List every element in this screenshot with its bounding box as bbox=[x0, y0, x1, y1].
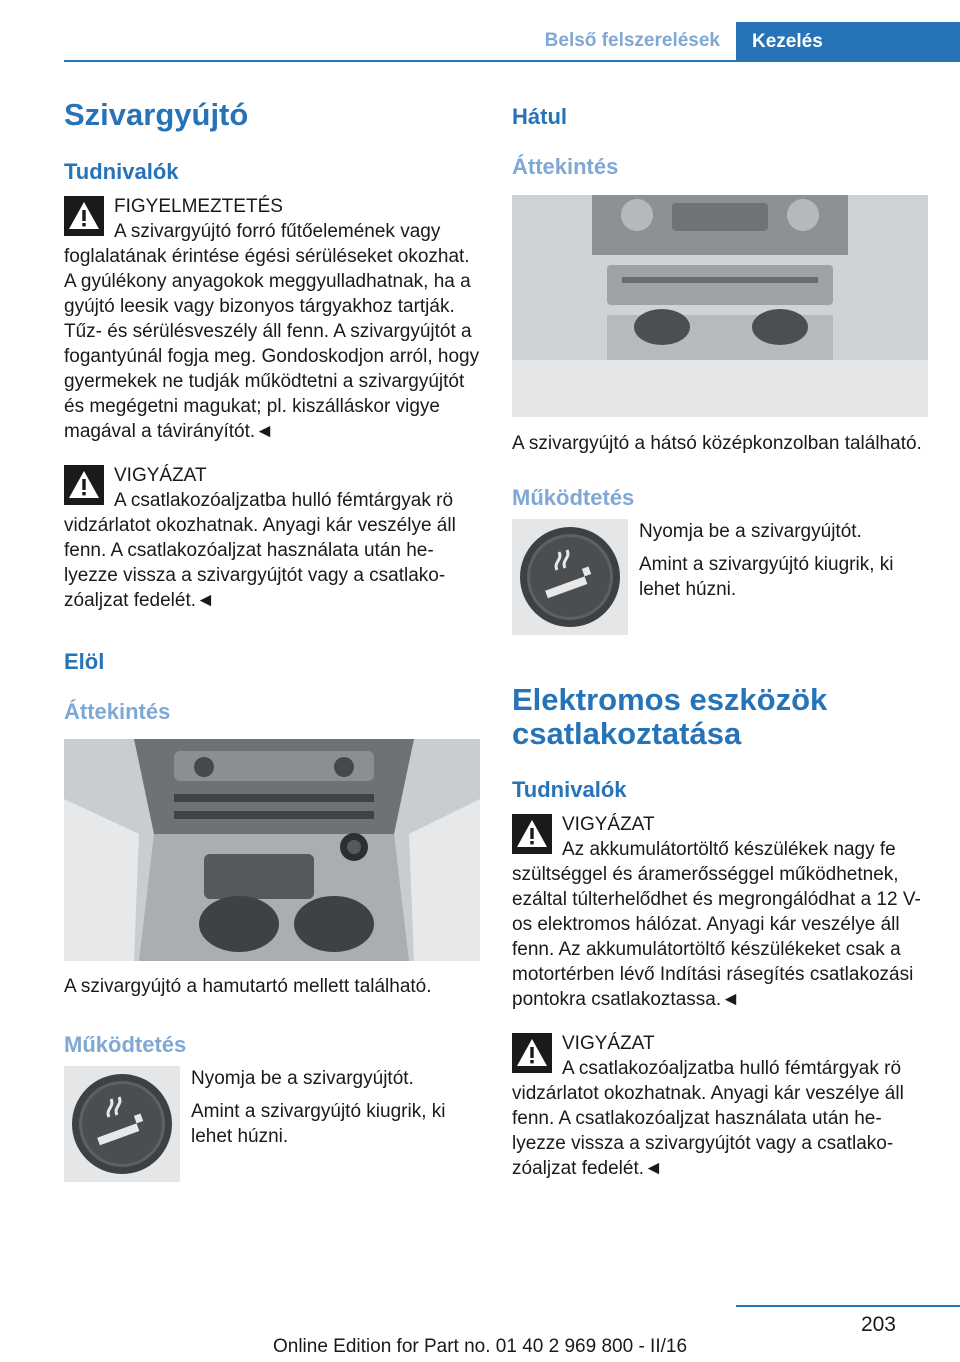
page-title: Szivargyújtó bbox=[64, 97, 249, 132]
cigarette-lighter-icon bbox=[512, 519, 628, 635]
rear-operation-step-press: Nyomja be a szivargyújtót. bbox=[639, 521, 862, 542]
caution-block bbox=[64, 463, 480, 613]
warning-triangle-icon bbox=[512, 1033, 552, 1073]
cigarette-lighter-icon bbox=[64, 1066, 180, 1182]
electric-caution-first-line: Az akkumulátortöltő készülékek nagy fe bbox=[562, 839, 896, 860]
rear-overview-heading: Áttekintés bbox=[512, 154, 619, 179]
edition-footer: Online Edition for Part no. 01 40 2 969 800 - II/16 bbox=[272, 1336, 688, 1357]
rear-operation-text bbox=[628, 519, 928, 635]
operation-row bbox=[64, 1066, 480, 1182]
operation-heading: Működtetés bbox=[64, 1032, 187, 1057]
warning-title: FIGYELMEZTETÉS bbox=[114, 196, 283, 217]
right-column bbox=[512, 104, 928, 1181]
rear-photo-caption: A szivargyújtó a hátsó középkonzolban található. bbox=[512, 433, 922, 454]
caution-text: vidzárlatot okozhatnak. Anyagi kár veszélye áll fenn. A csatlakozóaljzat használata után helyezze vissza a szivargyújtót vagy a csatlakozóaljzat fedelét.◄ bbox=[64, 515, 456, 611]
rear-console-photo bbox=[512, 195, 928, 417]
warning-triangle-icon bbox=[512, 814, 552, 854]
front-photo-caption: A szivargyújtó a hamutartó mellett található. bbox=[64, 976, 432, 997]
rear-operation-heading: Működtetés bbox=[512, 485, 635, 510]
warning-block bbox=[64, 194, 480, 444]
rear-operation-step-pull: Amint a szivargyújtó kiugrik, ki lehet húzni. bbox=[639, 554, 894, 600]
warning-first-line: A szivargyújtó forró fűtőelemének vagy bbox=[114, 221, 441, 242]
electric-notes-heading: Tudnivalók bbox=[512, 777, 627, 802]
warning-triangle-icon bbox=[64, 465, 104, 505]
warning-text: foglalatának érintése égési sérüléseket okozhat. A gyúlékony anyagokok meggyulladhatnak, ha a gyújtó leesik vagy bizonyos tárgyakhoz tartják. Tűz- és sérülésveszély áll fenn. A szivargyújtót a fogantyúnál fogja meg. Gondoskodjon arról, hogy gyermekek ne tudják működtetni a szivargyújtót és megégetni magukat; pl. kiszálláskor vigye magával a távirányítót.◄ bbox=[64, 246, 480, 442]
rear-operation-row bbox=[512, 519, 928, 635]
caution-title: VIGYÁZAT bbox=[114, 465, 207, 486]
operation-step-pull: Amint a szivargyújtó kiugrik, ki lehet húzni. bbox=[191, 1101, 446, 1147]
operation-step-press: Nyomja be a szivargyújtót. bbox=[191, 1068, 414, 1089]
header-rule bbox=[64, 60, 960, 62]
operation-text bbox=[180, 1066, 480, 1182]
notes-heading: Tudnivalók bbox=[64, 159, 179, 184]
electric-caution-block bbox=[512, 812, 928, 1012]
caution-first-line: A csatlakozóaljzatba hulló fémtárgyak rö bbox=[114, 490, 454, 511]
footer-rule bbox=[736, 1305, 960, 1307]
section-title: Elektromos eszközök csatlakoztatása bbox=[512, 682, 828, 751]
header-section-label: Belső felszerelések bbox=[544, 30, 720, 51]
socket-caution-text: vidzárlatot okozhatnak. Anyagi kár veszélye áll fenn. A csatlakozóaljzat használata után helyezze vissza a szivargyújtót vagy a csatlakozóaljzat fedelét.◄ bbox=[512, 1083, 904, 1179]
rear-heading: Hátul bbox=[512, 104, 567, 129]
page-number: 203 bbox=[860, 1313, 896, 1336]
left-column bbox=[64, 98, 480, 1182]
front-console-photo bbox=[64, 739, 480, 961]
socket-caution-block bbox=[512, 1031, 928, 1181]
overview-heading: Áttekintés bbox=[64, 699, 171, 724]
warning-triangle-icon bbox=[64, 196, 104, 236]
front-heading: Elöl bbox=[64, 649, 105, 674]
electric-caution-title: VIGYÁZAT bbox=[562, 814, 655, 835]
electric-caution-text: szültséggel és áramerősséggel működhetnek, ezáltal túlterhelődhet és megrongálódhat a 12 V-os elektromos hálózat. Anyagi kár veszélye áll fenn. Az akkumulátortöltő készülékeket csak a motortérben lévő Indítási rásegítés csatlakozási pontokra csatlakoztassa.◄ bbox=[512, 864, 921, 1010]
socket-caution-title: VIGYÁZAT bbox=[562, 1033, 655, 1054]
socket-caution-first-line: A csatlakozóaljzatba hulló fémtárgyak rö bbox=[562, 1058, 902, 1079]
header-chapter-tab: Kezelés bbox=[736, 22, 960, 62]
